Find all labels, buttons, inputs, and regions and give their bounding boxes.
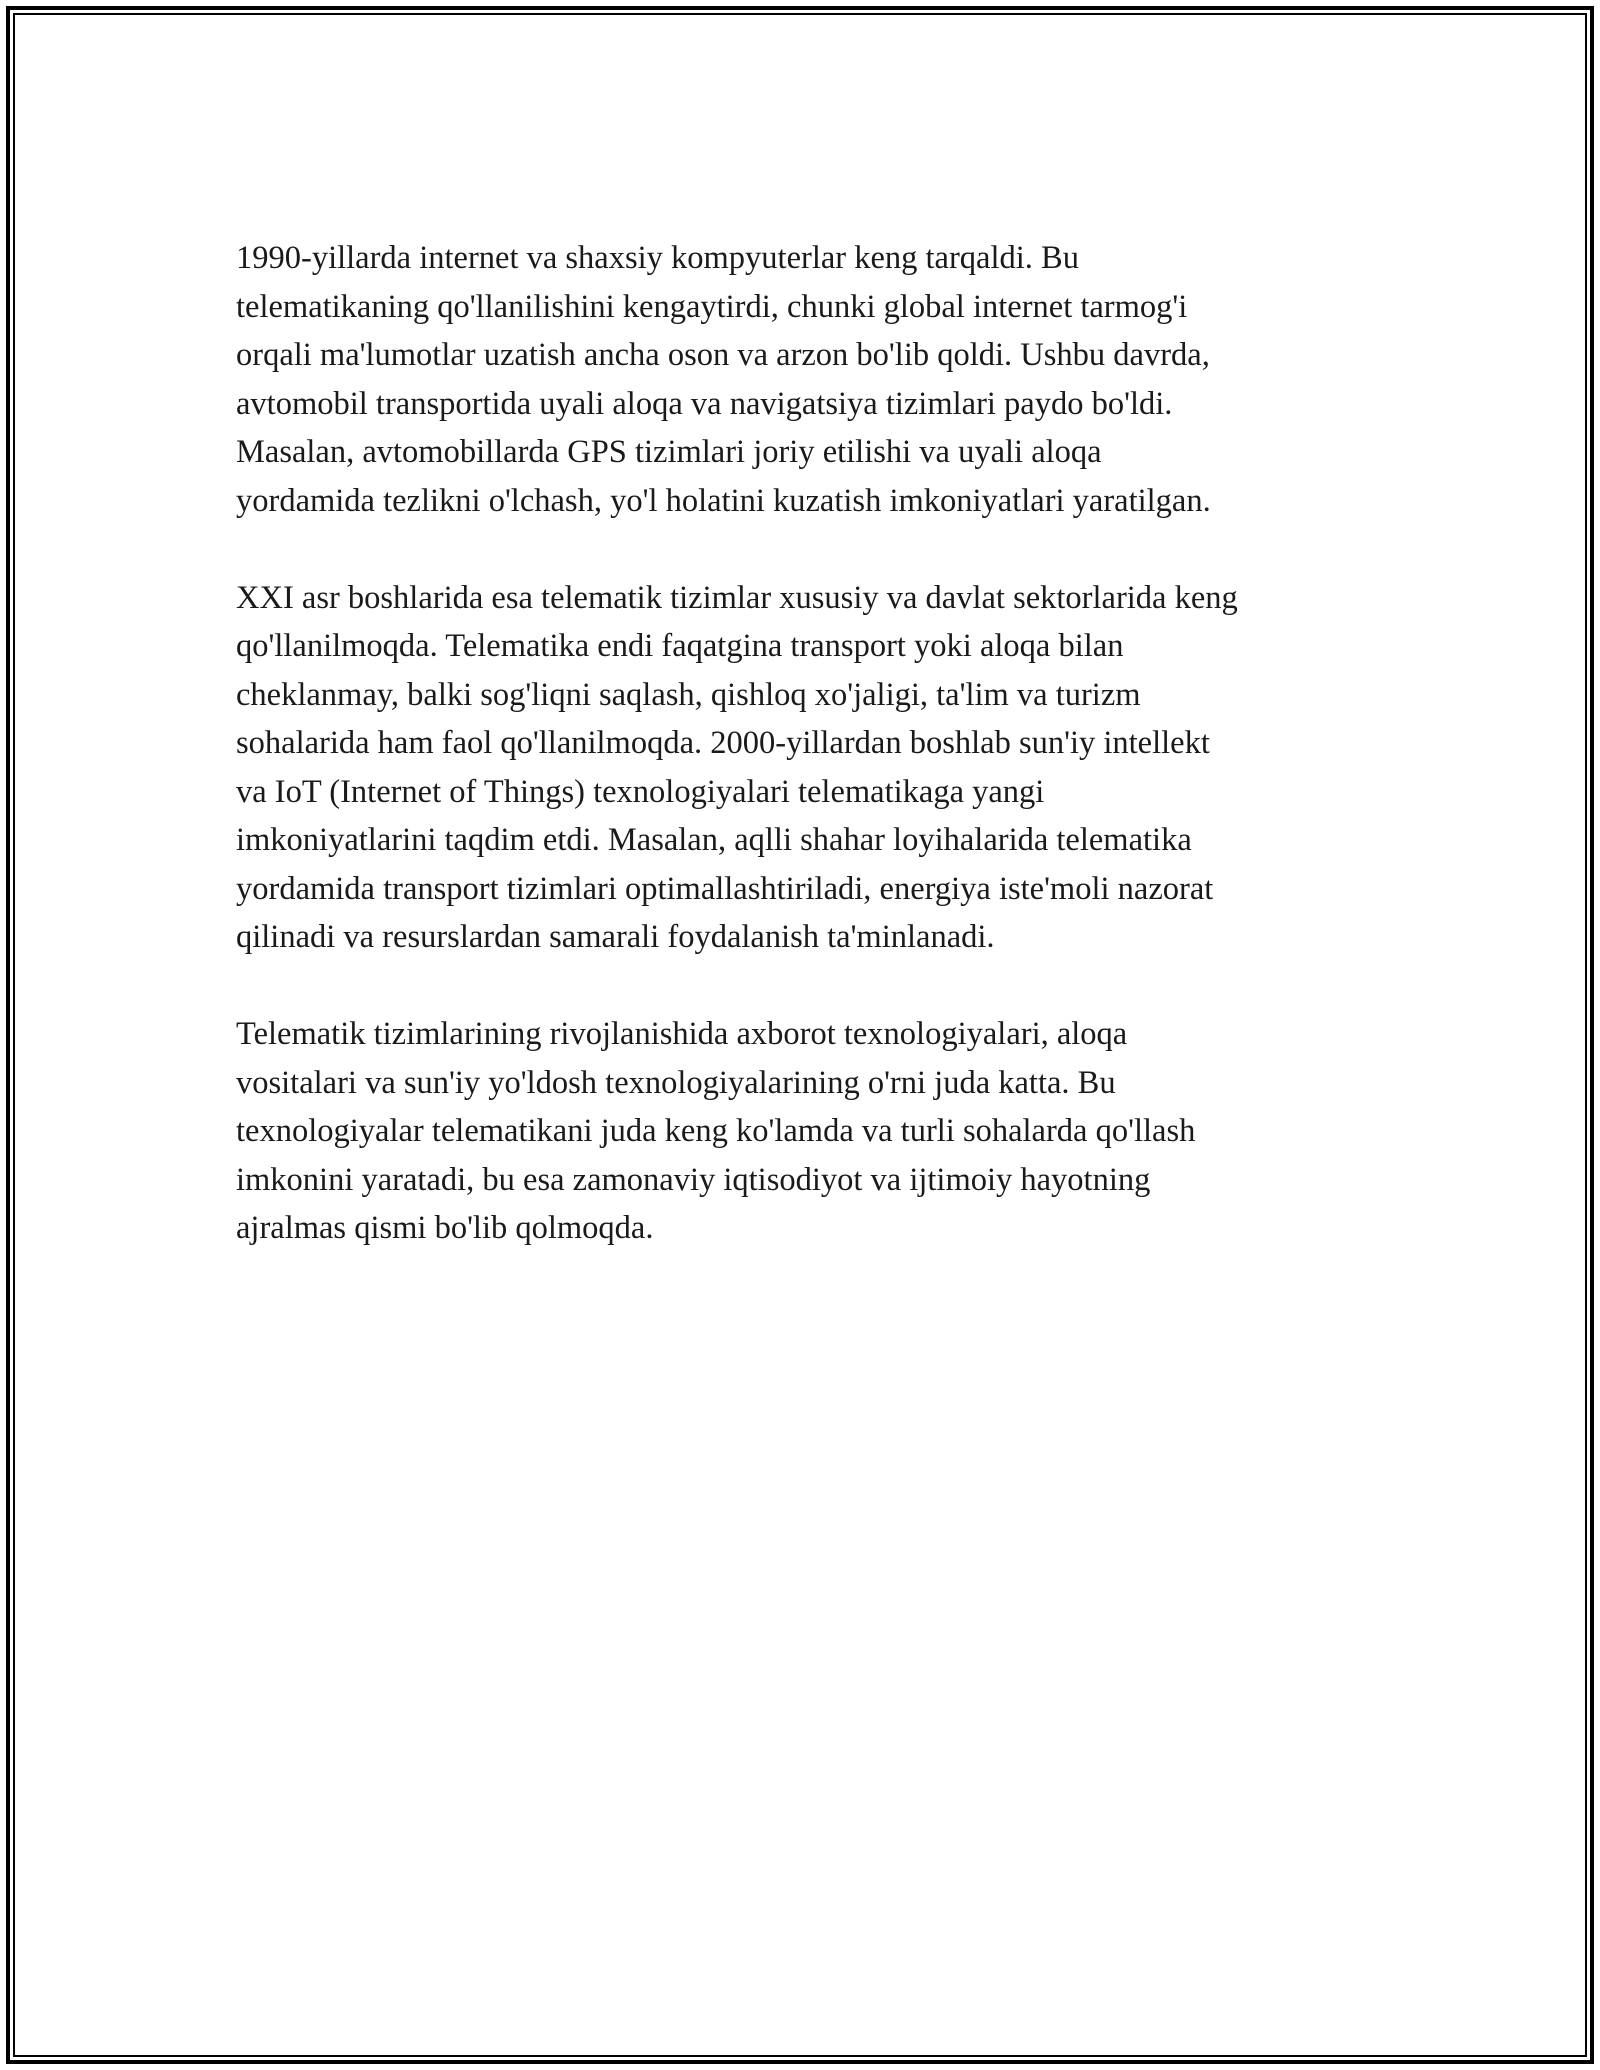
document-body [236,234,1386,1253]
paragraph-1990s-internet: 1990-yillarda internet va shaxsiy kompyuterlar keng tarqaldi. Bu telematikaning qo'llanilishini kengaytirdi, chunki global internet tarmog'i orqali ma'lumotlar uzatish ancha oson va arzon bo'lib qoldi. Ushbu davrda, avtomobil transportida uyali aloqa va navigatsiya tizimlari paydo bo'ldi. Masalan, avtomobillarda GPS tizimlari joriy etilishi va uyali aloqa yordamida tezlikni o'lchash, yo'l holatini kuzatish imkoniyatlari yaratilgan. [236,240,1211,519]
paragraph-21st-century-telematics: XXI asr boshlarida esa telematik tizimlar xususiy va davlat sektorlarida keng qo'llanilmoqda. Telematika endi faqatgina transport yoki aloqa bilan cheklanmay, balki sog'liqni saqlash, qishloq xo'jaligi, ta'lim va turizm sohalarida ham faol qo'llanilmoqda. 2000-yillardan boshlab sun'iy intellekt va IoT (Internet of Things) texnologiyalari telematikaga yangi imkoniyatlarini taqdim etdi. Masalan, aqlli shahar loyihalarida telematika yordamida transport tizimlari optimallashtiriladi, energiya iste'moli nazorat qilinadi va resurslardan samarali foydalanish ta'minlanadi. [236,579,1238,955]
paragraph-telematics-development: Telematik tizimlarining rivojlanishida axborot texnologiyalari, aloqa vositalari va sun'iy yo'ldosh texnologiyalarining o'rni juda katta. Bu texnologiyalar telematikani juda keng ko'lamda va turli sohalarda qo'llash imkonini yaratadi, bu esa zamonaviy iqtisodiyot va ijtimoiy hayotning ajralmas qismi bo'lib qolmoqda. [236,1016,1196,1246]
